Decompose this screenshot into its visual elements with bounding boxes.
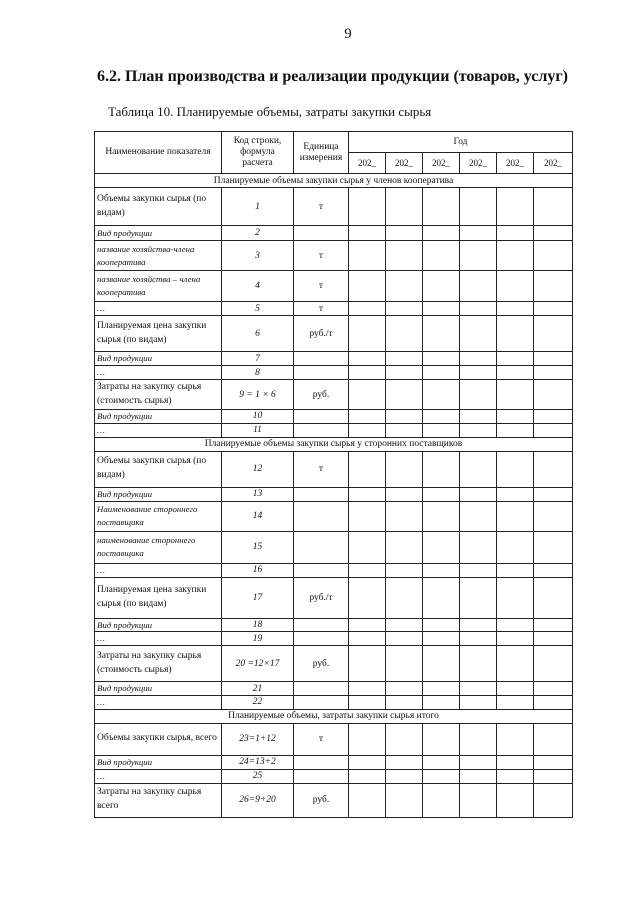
year-value-cell[interactable] bbox=[386, 769, 423, 783]
year-value-cell[interactable] bbox=[497, 577, 534, 618]
year-value-cell[interactable] bbox=[386, 531, 423, 563]
year-value-cell[interactable] bbox=[534, 577, 573, 618]
year-value-cell[interactable] bbox=[423, 451, 460, 487]
year-value-cell[interactable] bbox=[497, 271, 534, 302]
row-name: … bbox=[95, 302, 222, 316]
year-value-cell[interactable] bbox=[386, 682, 423, 696]
row-unit: т bbox=[294, 271, 349, 302]
row-code: 11 bbox=[222, 423, 294, 437]
year-value-cell[interactable] bbox=[349, 646, 386, 682]
year-value-cell[interactable] bbox=[460, 241, 497, 271]
table-caption: Таблица 10. Планируемые объемы, затраты закупки сырья bbox=[108, 104, 432, 119]
year-value-cell[interactable] bbox=[349, 696, 386, 710]
year-value-cell[interactable] bbox=[460, 451, 497, 487]
table-row bbox=[95, 380, 573, 410]
year-value-cell[interactable] bbox=[349, 302, 386, 316]
row-code: 15 bbox=[222, 531, 294, 563]
section-heading: Планируемые объемы закупки сырья у членов кооператива bbox=[95, 174, 573, 188]
year-value-cell[interactable] bbox=[349, 755, 386, 769]
year-value-cell[interactable] bbox=[460, 563, 497, 577]
year-value-cell[interactable] bbox=[386, 618, 423, 632]
row-unit: т bbox=[294, 723, 349, 755]
row-code: 7 bbox=[222, 352, 294, 366]
row-name: Объемы закупки сырья, всего bbox=[95, 723, 222, 755]
row-code: 17 bbox=[222, 577, 294, 618]
header-year: Год bbox=[349, 132, 573, 153]
row-name: наименование стороннего поставщика bbox=[95, 531, 222, 563]
year-value-cell[interactable] bbox=[423, 188, 460, 226]
year-value-cell[interactable] bbox=[460, 226, 497, 241]
table-row bbox=[95, 366, 573, 380]
row-code: 6 bbox=[222, 316, 294, 352]
header-year-5: 202_ bbox=[497, 153, 534, 174]
table-row bbox=[95, 271, 573, 302]
row-code: 14 bbox=[222, 501, 294, 531]
year-value-cell[interactable] bbox=[423, 316, 460, 352]
year-value-cell[interactable] bbox=[460, 646, 497, 682]
year-value-cell[interactable] bbox=[497, 410, 534, 424]
row-name: Планируемая цена закупки сырья (по видам) bbox=[95, 577, 222, 618]
year-value-cell[interactable] bbox=[423, 577, 460, 618]
year-value-cell[interactable] bbox=[349, 723, 386, 755]
year-value-cell[interactable] bbox=[460, 577, 497, 618]
year-value-cell[interactable] bbox=[349, 226, 386, 241]
year-value-cell[interactable] bbox=[423, 501, 460, 531]
row-name: Наименование стороннего поставщика bbox=[95, 501, 222, 531]
row-unit: руб. bbox=[294, 783, 349, 817]
year-value-cell[interactable] bbox=[534, 632, 573, 646]
year-value-cell[interactable] bbox=[497, 696, 534, 710]
row-name: Вид продукции bbox=[95, 487, 222, 501]
year-value-cell[interactable] bbox=[534, 366, 573, 380]
row-code: 5 bbox=[222, 302, 294, 316]
row-code: 12 bbox=[222, 451, 294, 487]
year-value-cell[interactable] bbox=[534, 423, 573, 437]
row-code: 19 bbox=[222, 632, 294, 646]
year-value-cell[interactable] bbox=[423, 241, 460, 271]
year-value-cell[interactable] bbox=[460, 755, 497, 769]
row-unit bbox=[294, 696, 349, 710]
year-value-cell[interactable] bbox=[423, 380, 460, 410]
year-value-cell[interactable] bbox=[386, 696, 423, 710]
year-value-cell[interactable] bbox=[497, 501, 534, 531]
section-heading: Планируемые объемы закупки сырья у сторонних поставщиков bbox=[95, 437, 573, 451]
year-value-cell[interactable] bbox=[349, 682, 386, 696]
year-value-cell[interactable] bbox=[386, 302, 423, 316]
year-value-cell[interactable] bbox=[349, 316, 386, 352]
row-unit: т bbox=[294, 451, 349, 487]
year-value-cell[interactable] bbox=[460, 531, 497, 563]
row-code: 22 bbox=[222, 696, 294, 710]
year-value-cell[interactable] bbox=[423, 632, 460, 646]
row-name: название хозяйства-члена кооператива bbox=[95, 241, 222, 271]
row-unit bbox=[294, 769, 349, 783]
row-unit: руб./т bbox=[294, 316, 349, 352]
row-name: название хозяйства – члена кооператива bbox=[95, 271, 222, 302]
row-unit: т bbox=[294, 188, 349, 226]
year-value-cell[interactable] bbox=[386, 423, 423, 437]
table-row bbox=[95, 302, 573, 316]
row-unit bbox=[294, 410, 349, 424]
table-row bbox=[95, 632, 573, 646]
header-name: Наименование показателя bbox=[95, 132, 222, 174]
row-code: 21 bbox=[222, 682, 294, 696]
year-value-cell[interactable] bbox=[423, 531, 460, 563]
year-value-cell[interactable] bbox=[386, 271, 423, 302]
year-value-cell[interactable] bbox=[534, 531, 573, 563]
year-value-cell[interactable] bbox=[534, 618, 573, 632]
year-value-cell[interactable] bbox=[534, 271, 573, 302]
year-value-cell[interactable] bbox=[534, 769, 573, 783]
year-value-cell[interactable] bbox=[349, 188, 386, 226]
year-value-cell[interactable] bbox=[534, 682, 573, 696]
header-unit: Единица измерения bbox=[294, 132, 349, 174]
year-value-cell[interactable] bbox=[534, 451, 573, 487]
table-row bbox=[95, 769, 573, 783]
table-row bbox=[95, 682, 573, 696]
year-value-cell[interactable] bbox=[460, 783, 497, 817]
year-value-cell[interactable] bbox=[386, 646, 423, 682]
row-name: Планируемая цена закупки сырья (по видам) bbox=[95, 316, 222, 352]
row-name: Затраты на закупку сырья всего bbox=[95, 783, 222, 817]
year-value-cell[interactable] bbox=[349, 410, 386, 424]
year-value-cell[interactable] bbox=[460, 352, 497, 366]
table-row bbox=[95, 410, 573, 424]
row-name: Объемы закупки сырья (по видам) bbox=[95, 451, 222, 487]
row-code: 1 bbox=[222, 188, 294, 226]
year-value-cell[interactable] bbox=[460, 423, 497, 437]
year-value-cell[interactable] bbox=[386, 577, 423, 618]
row-name: Объемы закупки сырья (по видам) bbox=[95, 188, 222, 226]
year-value-cell[interactable] bbox=[386, 366, 423, 380]
table-row bbox=[95, 577, 573, 618]
section-heading: Планируемые объемы, затраты закупки сырья итого bbox=[95, 709, 573, 723]
year-value-cell[interactable] bbox=[386, 451, 423, 487]
year-value-cell[interactable] bbox=[460, 366, 497, 380]
year-value-cell[interactable] bbox=[349, 487, 386, 501]
year-value-cell[interactable] bbox=[534, 316, 573, 352]
row-name: … bbox=[95, 366, 222, 380]
year-value-cell[interactable] bbox=[349, 501, 386, 531]
header-code: Код строки, формула расчета bbox=[222, 132, 294, 174]
year-value-cell[interactable] bbox=[349, 451, 386, 487]
year-value-cell[interactable] bbox=[534, 410, 573, 424]
row-name: Вид продукции bbox=[95, 352, 222, 366]
row-unit bbox=[294, 501, 349, 531]
year-value-cell[interactable] bbox=[497, 755, 534, 769]
year-value-cell[interactable] bbox=[460, 302, 497, 316]
year-value-cell[interactable] bbox=[497, 226, 534, 241]
year-value-cell[interactable] bbox=[349, 618, 386, 632]
year-value-cell[interactable] bbox=[423, 366, 460, 380]
section-row bbox=[95, 709, 573, 723]
year-value-cell[interactable] bbox=[534, 501, 573, 531]
year-value-cell[interactable] bbox=[497, 723, 534, 755]
table-body bbox=[95, 174, 573, 818]
year-value-cell[interactable] bbox=[497, 302, 534, 316]
year-value-cell[interactable] bbox=[349, 769, 386, 783]
table-row bbox=[95, 188, 573, 226]
header-year-2: 202_ bbox=[386, 153, 423, 174]
year-value-cell[interactable] bbox=[423, 563, 460, 577]
year-value-cell[interactable] bbox=[349, 783, 386, 817]
row-code: 9 = 1 × 6 bbox=[222, 380, 294, 410]
year-value-cell[interactable] bbox=[349, 366, 386, 380]
row-name: Вид продукции bbox=[95, 410, 222, 424]
year-value-cell[interactable] bbox=[423, 618, 460, 632]
section-title: 6.2. План производства и реализации продукции (товаров, услуг) bbox=[97, 68, 568, 85]
year-value-cell[interactable] bbox=[386, 352, 423, 366]
row-unit: руб. bbox=[294, 380, 349, 410]
row-unit bbox=[294, 755, 349, 769]
year-value-cell[interactable] bbox=[534, 302, 573, 316]
row-unit bbox=[294, 352, 349, 366]
year-value-cell[interactable] bbox=[423, 410, 460, 424]
year-value-cell[interactable] bbox=[534, 646, 573, 682]
year-value-cell[interactable] bbox=[497, 783, 534, 817]
year-value-cell[interactable] bbox=[497, 188, 534, 226]
year-value-cell[interactable] bbox=[386, 226, 423, 241]
year-value-cell[interactable] bbox=[349, 352, 386, 366]
row-code: 4 bbox=[222, 271, 294, 302]
row-code: 26=9+20 bbox=[222, 783, 294, 817]
year-value-cell[interactable] bbox=[460, 487, 497, 501]
year-value-cell[interactable] bbox=[460, 380, 497, 410]
year-value-cell[interactable] bbox=[349, 241, 386, 271]
row-unit bbox=[294, 487, 349, 501]
year-value-cell[interactable] bbox=[423, 682, 460, 696]
row-code: 10 bbox=[222, 410, 294, 424]
year-value-cell[interactable] bbox=[497, 618, 534, 632]
row-code: 13 bbox=[222, 487, 294, 501]
year-value-cell[interactable] bbox=[423, 487, 460, 501]
row-unit: т bbox=[294, 302, 349, 316]
row-code: 24=13+2 bbox=[222, 755, 294, 769]
table-row bbox=[95, 531, 573, 563]
table-row bbox=[95, 316, 573, 352]
year-value-cell[interactable] bbox=[423, 783, 460, 817]
table-row bbox=[95, 423, 573, 437]
year-value-cell[interactable] bbox=[534, 487, 573, 501]
year-value-cell[interactable] bbox=[423, 271, 460, 302]
year-value-cell[interactable] bbox=[349, 423, 386, 437]
year-value-cell[interactable] bbox=[460, 769, 497, 783]
row-code: 3 bbox=[222, 241, 294, 271]
section-row bbox=[95, 174, 573, 188]
year-value-cell[interactable] bbox=[349, 531, 386, 563]
year-value-cell[interactable] bbox=[460, 632, 497, 646]
year-value-cell[interactable] bbox=[497, 646, 534, 682]
row-name: … bbox=[95, 696, 222, 710]
row-code: 20 =12×17 bbox=[222, 646, 294, 682]
year-value-cell[interactable] bbox=[349, 563, 386, 577]
row-code: 25 bbox=[222, 769, 294, 783]
year-value-cell[interactable] bbox=[423, 696, 460, 710]
table-row bbox=[95, 646, 573, 682]
year-value-cell[interactable] bbox=[534, 755, 573, 769]
year-value-cell[interactable] bbox=[386, 410, 423, 424]
year-value-cell[interactable] bbox=[534, 188, 573, 226]
row-code: 16 bbox=[222, 563, 294, 577]
year-value-cell[interactable] bbox=[497, 769, 534, 783]
row-code: 18 bbox=[222, 618, 294, 632]
year-value-cell[interactable] bbox=[386, 501, 423, 531]
header-year-6: 202_ bbox=[534, 153, 573, 174]
page-number: 9 bbox=[344, 26, 352, 42]
year-value-cell[interactable] bbox=[497, 487, 534, 501]
year-value-cell[interactable] bbox=[497, 451, 534, 487]
year-value-cell[interactable] bbox=[423, 302, 460, 316]
table-row bbox=[95, 501, 573, 531]
year-value-cell[interactable] bbox=[534, 241, 573, 271]
row-unit bbox=[294, 682, 349, 696]
year-value-cell[interactable] bbox=[460, 188, 497, 226]
year-value-cell[interactable] bbox=[386, 783, 423, 817]
table-row bbox=[95, 755, 573, 769]
row-unit bbox=[294, 632, 349, 646]
row-name: Вид продукции bbox=[95, 618, 222, 632]
row-name: … bbox=[95, 423, 222, 437]
table-row bbox=[95, 696, 573, 710]
header-year-4: 202_ bbox=[460, 153, 497, 174]
year-value-cell[interactable] bbox=[386, 563, 423, 577]
year-value-cell[interactable] bbox=[497, 563, 534, 577]
year-value-cell[interactable] bbox=[534, 380, 573, 410]
table-row bbox=[95, 723, 573, 755]
row-name: Затраты на закупку сырья (стоимость сырья) bbox=[95, 380, 222, 410]
year-value-cell[interactable] bbox=[534, 723, 573, 755]
year-value-cell[interactable] bbox=[497, 531, 534, 563]
year-value-cell[interactable] bbox=[386, 487, 423, 501]
table-row bbox=[95, 783, 573, 817]
header-year-1: 202_ bbox=[349, 153, 386, 174]
year-value-cell[interactable] bbox=[349, 271, 386, 302]
year-value-cell[interactable] bbox=[349, 380, 386, 410]
table-row bbox=[95, 451, 573, 487]
row-unit bbox=[294, 423, 349, 437]
year-value-cell[interactable] bbox=[423, 769, 460, 783]
year-value-cell[interactable] bbox=[460, 682, 497, 696]
year-value-cell[interactable] bbox=[386, 380, 423, 410]
year-value-cell[interactable] bbox=[349, 632, 386, 646]
year-value-cell[interactable] bbox=[497, 316, 534, 352]
year-value-cell[interactable] bbox=[460, 501, 497, 531]
year-value-cell[interactable] bbox=[423, 226, 460, 241]
table-row bbox=[95, 352, 573, 366]
table-row bbox=[95, 618, 573, 632]
year-value-cell[interactable] bbox=[460, 316, 497, 352]
year-value-cell[interactable] bbox=[497, 241, 534, 271]
year-value-cell[interactable] bbox=[497, 632, 534, 646]
row-name: Вид продукции bbox=[95, 755, 222, 769]
row-unit: руб./т bbox=[294, 577, 349, 618]
year-value-cell[interactable] bbox=[386, 188, 423, 226]
year-value-cell[interactable] bbox=[534, 783, 573, 817]
year-value-cell[interactable] bbox=[497, 380, 534, 410]
row-name: … bbox=[95, 769, 222, 783]
row-code: 8 bbox=[222, 366, 294, 380]
year-value-cell[interactable] bbox=[497, 423, 534, 437]
row-unit bbox=[294, 563, 349, 577]
table-row bbox=[95, 226, 573, 241]
year-value-cell[interactable] bbox=[460, 696, 497, 710]
raw-materials-table bbox=[94, 131, 573, 818]
table-row bbox=[95, 241, 573, 271]
row-unit bbox=[294, 531, 349, 563]
year-value-cell[interactable] bbox=[534, 226, 573, 241]
year-value-cell[interactable] bbox=[534, 352, 573, 366]
row-name: … bbox=[95, 563, 222, 577]
row-unit: руб. bbox=[294, 646, 349, 682]
year-value-cell[interactable] bbox=[386, 755, 423, 769]
year-value-cell[interactable] bbox=[460, 271, 497, 302]
year-value-cell[interactable] bbox=[423, 352, 460, 366]
year-value-cell[interactable] bbox=[423, 423, 460, 437]
row-unit bbox=[294, 618, 349, 632]
year-value-cell[interactable] bbox=[386, 316, 423, 352]
year-value-cell[interactable] bbox=[423, 723, 460, 755]
row-unit: т bbox=[294, 241, 349, 271]
year-value-cell[interactable] bbox=[386, 632, 423, 646]
year-value-cell[interactable] bbox=[497, 682, 534, 696]
row-name: Вид продукции bbox=[95, 682, 222, 696]
year-value-cell[interactable] bbox=[534, 563, 573, 577]
row-name: Вид продукции bbox=[95, 226, 222, 241]
year-value-cell[interactable] bbox=[349, 577, 386, 618]
year-value-cell[interactable] bbox=[423, 646, 460, 682]
year-value-cell[interactable] bbox=[386, 723, 423, 755]
row-name: … bbox=[95, 632, 222, 646]
year-value-cell[interactable] bbox=[423, 755, 460, 769]
year-value-cell[interactable] bbox=[497, 352, 534, 366]
section-row bbox=[95, 437, 573, 451]
header-year-3: 202_ bbox=[423, 153, 460, 174]
table-row bbox=[95, 487, 573, 501]
year-value-cell[interactable] bbox=[460, 410, 497, 424]
year-value-cell[interactable] bbox=[460, 618, 497, 632]
year-value-cell[interactable] bbox=[460, 723, 497, 755]
row-code: 2 bbox=[222, 226, 294, 241]
row-name: Затраты на закупку сырья (стоимость сырья) bbox=[95, 646, 222, 682]
row-unit bbox=[294, 366, 349, 380]
year-value-cell[interactable] bbox=[386, 241, 423, 271]
table-row bbox=[95, 563, 573, 577]
row-unit bbox=[294, 226, 349, 241]
row-code: 23=1+12 bbox=[222, 723, 294, 755]
year-value-cell[interactable] bbox=[497, 366, 534, 380]
year-value-cell[interactable] bbox=[534, 696, 573, 710]
